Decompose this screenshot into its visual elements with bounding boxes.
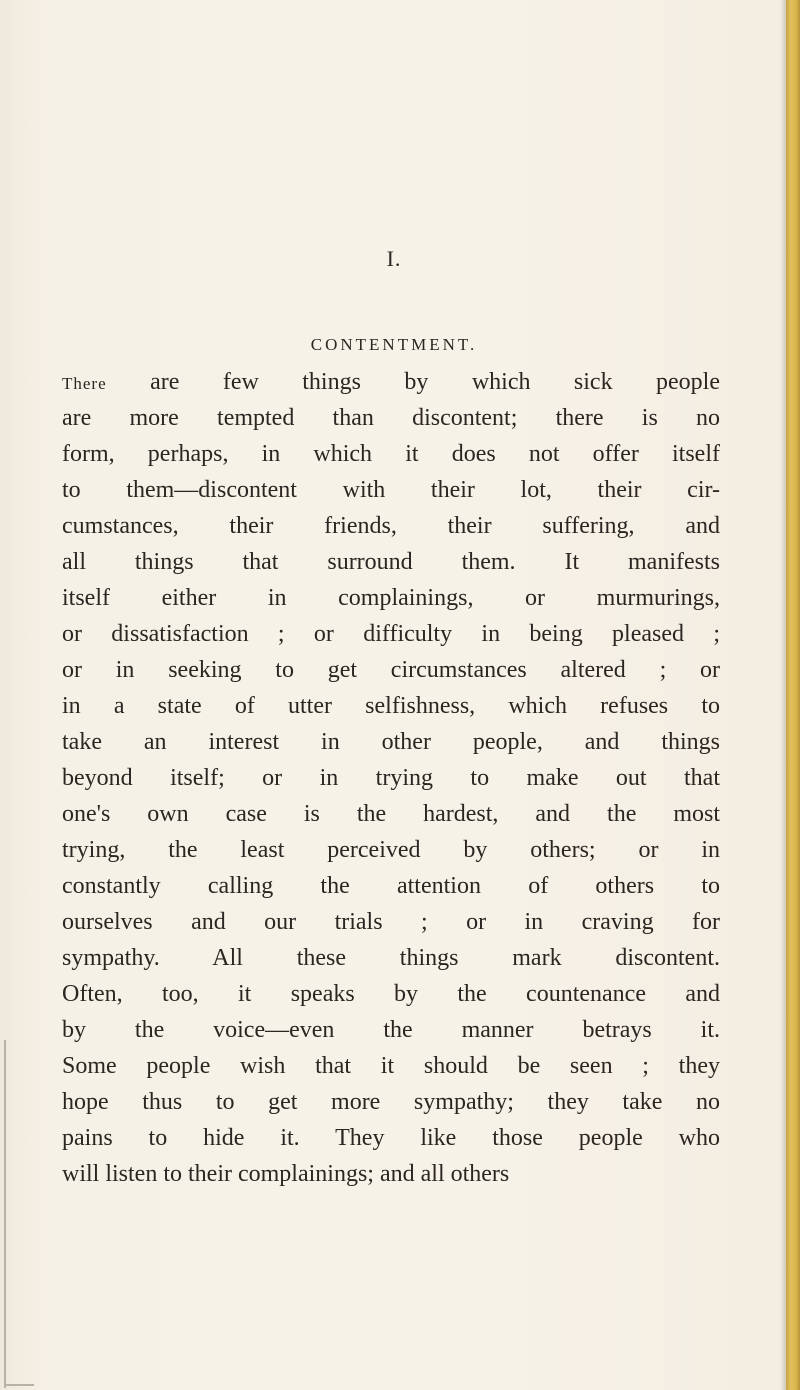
body-line: There are few things by which sick people [62,369,720,395]
body-line: ourselves and our trials ; or in craving for [62,909,720,935]
body-line: one's own case is the hardest, and the most [62,801,720,827]
chapter-title: CONTENTMENT. [310,335,478,354]
body-line: to them—discontent with their lot, their cir- [62,477,720,503]
body-line: form, perhaps, in which it does not offer itself [62,441,720,467]
body-line: constantly calling the attention of others to [62,873,720,899]
body-line: cumstances, their friends, their suffering, and [62,513,720,539]
body-line: all things that surround them. It manifests [62,549,720,575]
body-line: will listen to their complainings; and all others [62,1161,510,1187]
body-line: beyond itself; or in trying to make out that [62,765,720,791]
chapter-body [62,364,720,1192]
body-line: take an interest in other people, and things [62,729,720,755]
body-line: hope thus to get more sympathy; they take no [62,1089,720,1115]
body-line: by the voice—even the manner betrays it. [62,1017,720,1043]
body-line: sympathy. All these things mark discontent. [62,945,720,971]
body-line: Some people wish that it should be seen ; they [62,1053,720,1079]
body-line: pains to hide it. They like those people who [62,1125,720,1151]
body-line: are more tempted than discontent; there is no [62,405,720,431]
page-corner-line [4,1384,34,1386]
body-line: itself either in complainings, or murmurings, [62,585,720,611]
body-line: trying, the least perceived by others; or in [62,837,720,863]
page-edge-line [4,1040,6,1388]
drop-word: There [62,374,107,393]
body-line: or in seeking to get circumstances altered ; or [62,657,720,683]
body-line: in a state of utter selfishness, which refuses to [62,693,720,719]
body-line: Often, too, it speaks by the countenance and [62,981,720,1007]
chapter-number: I. [386,246,402,271]
body-line: or dissatisfaction ; or difficulty in being pleased ; [62,621,720,647]
gilt-page-edge [786,0,800,1390]
